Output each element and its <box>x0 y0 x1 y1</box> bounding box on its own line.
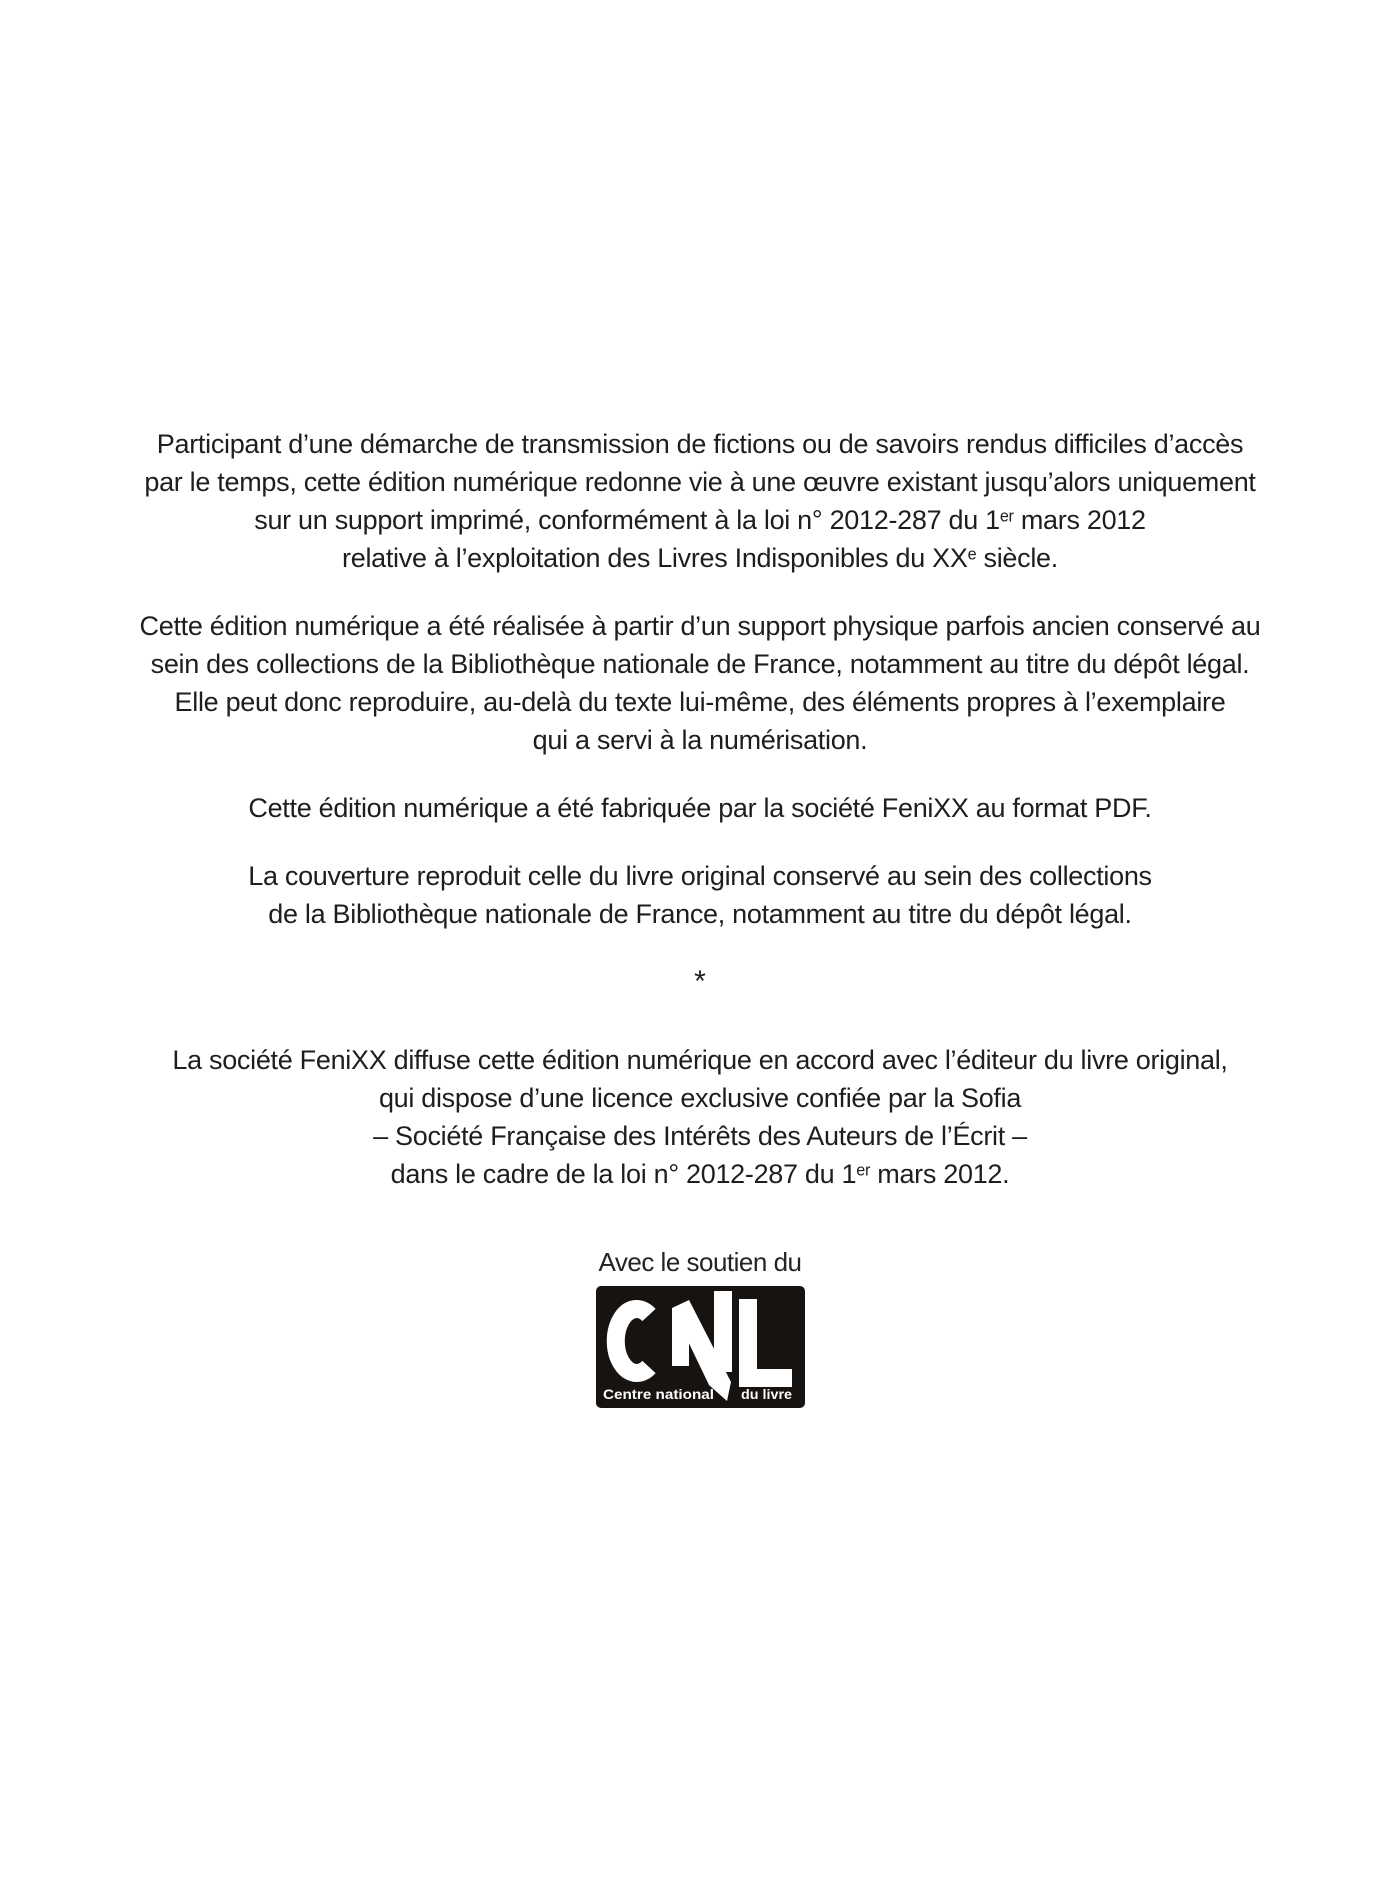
text-line: de la Bibliothèque nationale de France, notamment au titre du dépôt légal. <box>268 899 1132 929</box>
text-line: Cette édition numérique a été réalisée à partir d’un support physique parfois ancien conservé au <box>139 611 1261 641</box>
text-segment: siècle. <box>976 543 1058 573</box>
paragraph-diffusion <box>0 1041 1400 1193</box>
text-line <box>0 501 1400 539</box>
text-line: La société FeniXX diffuse cette édition numérique en accord avec l’éditeur du livre original, <box>172 1045 1228 1075</box>
text-line: Elle peut donc reproduire, au-delà du texte lui-même, des éléments propres à l’exemplaire <box>174 687 1226 717</box>
cnl-caption-left: Centre national <box>602 1386 714 1402</box>
text-segment: dans le cadre de la loi n° 2012-287 du 1 <box>390 1159 857 1189</box>
support-caption: Avec le soutien du <box>598 1247 802 1277</box>
text-line <box>0 539 1400 577</box>
superscript: e <box>967 545 977 564</box>
paragraph-transmission <box>0 425 1400 577</box>
text-line: qui a servi à la numérisation. <box>532 725 868 755</box>
text-line <box>0 1155 1400 1193</box>
cnl-caption-right: du livre <box>740 1386 792 1402</box>
superscript: er <box>856 1161 871 1180</box>
cnl-logo-icon <box>596 1286 805 1408</box>
paragraph-cover <box>0 857 1400 933</box>
text-line: La couverture reproduit celle du livre original conservé au sein des collections <box>248 861 1152 891</box>
text-line: Participant d’une démarche de transmission de fictions ou de savoirs rendus difficiles d’accès <box>156 429 1244 459</box>
superscript: er <box>999 507 1014 526</box>
paragraph-fabrication <box>0 789 1400 827</box>
text-line: sein des collections de la Bibliothèque nationale de France, notamment au titre du dépôt légal. <box>150 649 1250 679</box>
text-segment: relative à l’exploitation des Livres Indisponibles du XX <box>342 543 968 573</box>
text-segment: mars 2012. <box>870 1159 1010 1189</box>
text-line: Cette édition numérique a été fabriquée par la société FeniXX au format PDF. <box>248 793 1152 823</box>
text-segment: mars 2012 <box>1013 505 1146 535</box>
text-line: par le temps, cette édition numérique redonne vie à une œuvre existant jusqu’alors uniquement <box>144 467 1256 497</box>
text-segment: sur un support imprimé, conformément à la loi n° 2012-287 du 1 <box>254 505 1000 535</box>
paragraph-source <box>0 607 1400 759</box>
support-section <box>0 1249 1400 1408</box>
text-line: – Société Française des Intérêts des Auteurs de l’Écrit – <box>373 1121 1027 1151</box>
cnl-logo-container <box>0 1286 1400 1408</box>
text-line: qui dispose d’une licence exclusive confiée par la Sofia <box>378 1083 1022 1113</box>
asterisk-separator: * <box>694 965 706 998</box>
